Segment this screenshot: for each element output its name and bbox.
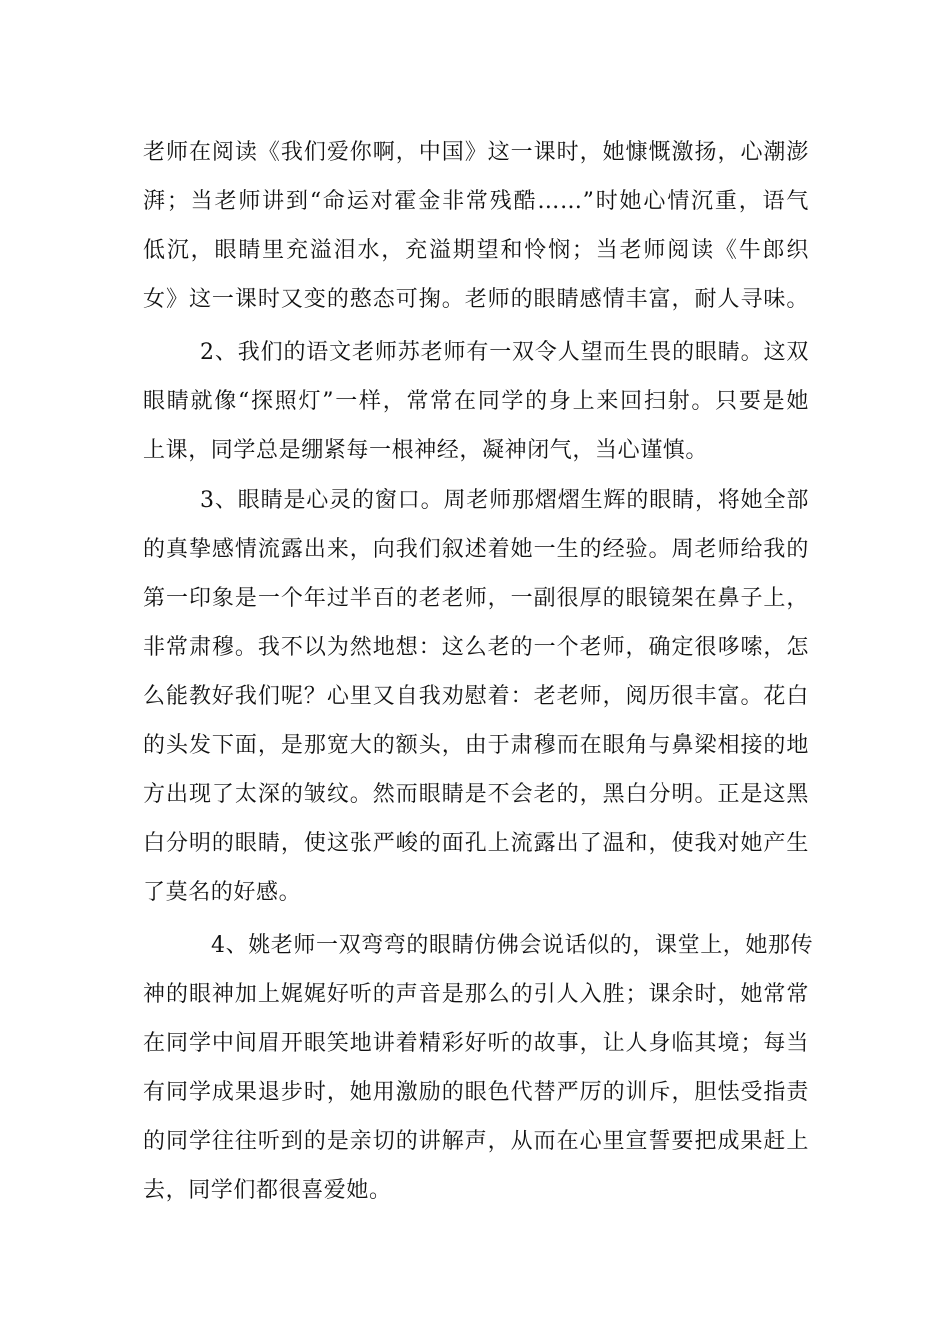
paragraph-3 [143,476,809,917]
paragraph-4 [143,921,814,1215]
text-line: 老师在阅读《我们爱你啊，中国》这一课时，她慷慨激扬，心潮澎 [143,140,809,165]
paragraph-1 [143,128,809,324]
text-line: 神的眼神加上娓娓好听的声音是那么的引人入胜；课余时，她常常 [143,982,809,1007]
text-line: 上课，同学总是绷紧每一根神经，凝神闭气，当心谨慎。 [143,438,709,463]
text-line: 低沉，眼睛里充溢泪水，充溢期望和怜悯；当老师阅读《牛郎织 [143,238,809,263]
text-line: 2、我们的语文老师苏老师有一双令人望而生畏的眼睛。这双 [200,340,809,365]
paragraph-2 [143,328,809,475]
text-line: 湃；当老师讲到“命运对霍金非常残酷……”时她心情沉重，语气 [143,189,809,214]
text-line: 第一印象是一个年过半百的老老师，一副很厚的眼镜架在鼻子上， [143,586,809,611]
text-line: 女》这一课时又变的憨态可掬。老师的眼睛感情丰富，耐人寻味。 [143,287,809,312]
text-line: 了莫名的好感。 [143,880,302,905]
text-line: 非常肃穆。我不以为然地想：这么老的一个老师，确定很哆嗦，怎 [143,635,809,660]
text-line: 方出现了太深的皱纹。然而眼睛是不会老的，黑白分明。正是这黑 [143,782,809,807]
text-line: 去，同学们都很喜爱她。 [143,1178,392,1203]
text-line: 的真挚感情流露出来，向我们叙述着她一生的经验。周老师给我的 [143,537,809,562]
text-line: 白分明的眼睛，使这张严峻的面孔上流露出了温和，使我对她产生 [143,831,809,856]
text-line: 在同学中间眉开眼笑地讲着精彩好听的故事，让人身临其境；每当 [143,1031,809,1056]
text-line: 3、眼睛是心灵的窗口。周老师那熠熠生辉的眼睛，将她全部 [200,488,809,513]
text-line: 眼睛就像“探照灯”一样，常常在同学的身上来回扫射。只要是她 [143,389,809,414]
text-line: 的头发下面，是那宽大的额头，由于肃穆而在眼角与鼻梁相接的地 [143,733,809,758]
text-line: 的同学往往听到的是亲切的讲解声，从而在心里宣誓要把成果赶上 [143,1129,809,1154]
text-line: 么能教好我们呢？心里又自我劝慰着：老老师，阅历很丰富。花白 [143,684,809,709]
text-line: 4、姚老师一双弯弯的眼睛仿佛会说话似的，课堂上，她那传 [211,933,814,958]
text-line: 有同学成果退步时，她用激励的眼色代替严厉的训斥，胆怯受指责 [143,1080,809,1105]
